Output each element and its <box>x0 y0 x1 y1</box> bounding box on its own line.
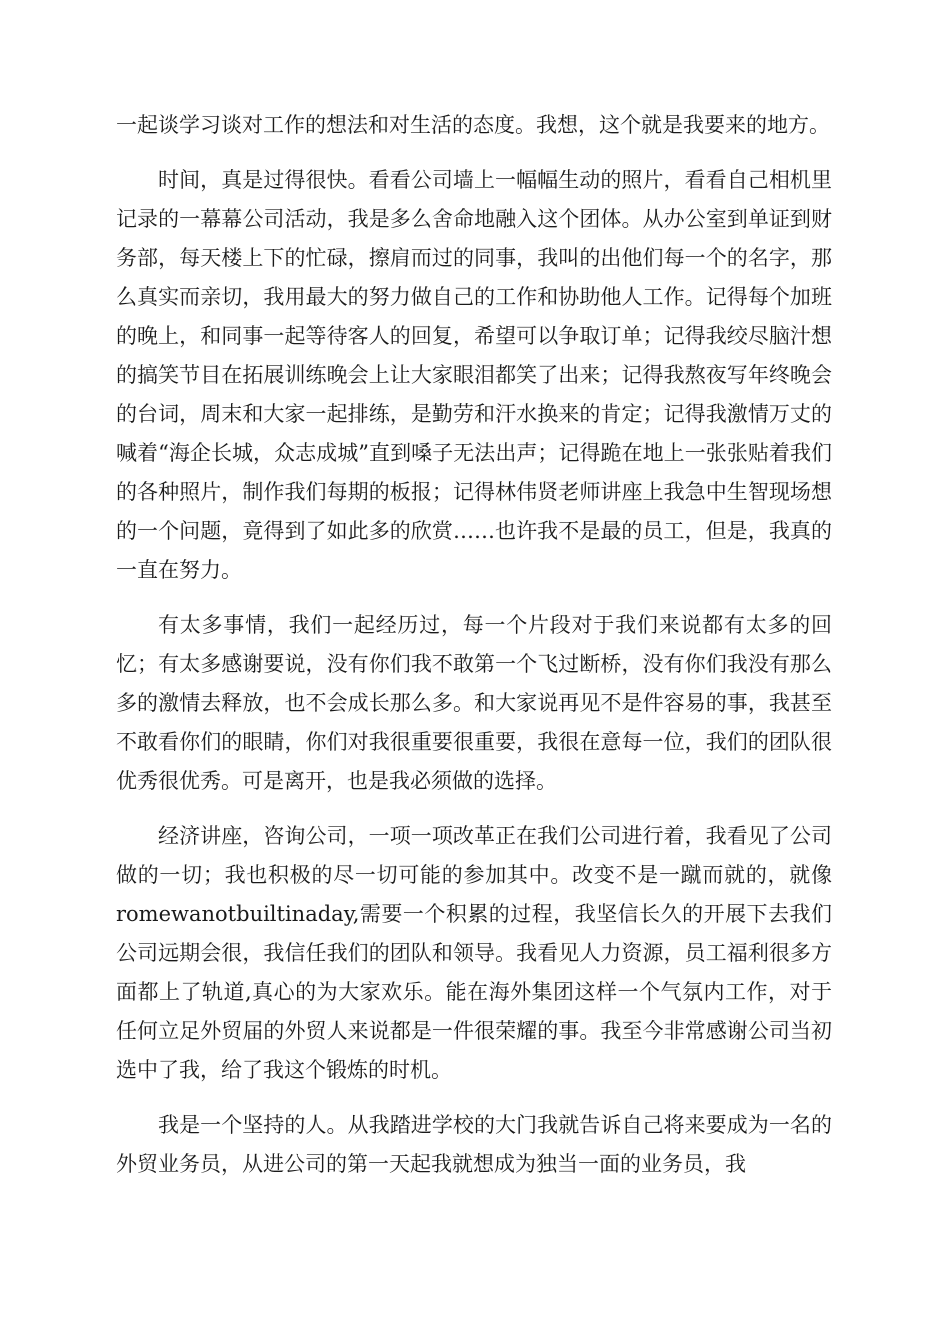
paragraph: 我是一个坚持的人。从我踏进学校的大门我就告诉自己将来要成为一名的外贸业务员，从进公司的第一天起我就想成为独当一面的业务员，我 <box>116 1113 832 1176</box>
paragraph: 时间，真是过得很快。看看公司墙上一幅幅生动的照片，看看自己相机里记录的一幕幕公司活动，我是多么舍命地融入这个团体。从办公室到单证到财务部，每天楼上下的忙碌，擦肩而过的同事，我叫的出他们每一个的名字，那么真实而亲切，我用最大的努力做自己的工作和协助他人工作。记得每个加班的晚上，和同事一起等待客人的回复，希望可以争取订单；记得我绞尽脑汁想的搞笑节目在拓展训练晚会上让大家眼泪都笑了出来；记得我熬夜写年终晚会的台词，周末和大家一起排练，是勤劳和汗水换来的肯定；记得我激情万丈的喊着“海企长城，众志成城”直到嗓子无法出声；记得跪在地上一张张贴着我们的各种照片，制作我们每期的板报；记得林伟贤老师讲座上我急中生智现场想的一个问题，竟得到了如此多的欣赏……也许我不是最的员工，但是，我真的一直在努力。 <box>116 168 832 582</box>
paragraph: 有太多事情，我们一起经历过，每一个片段对于我们来说都有太多的回忆；有太多感谢要说，没有你们我不敢第一个飞过断桥，没有你们我没有那么多的激情去释放，也不会成长那么多。和大家说再见不是件容易的事，我甚至不敢看你们的眼睛，你们对我很重要很重要，我很在意每一位，我们的团队很优秀很优秀。可是离开，也是我必须做的选择。 <box>116 613 832 793</box>
document-body <box>116 106 832 1200</box>
paragraph: 经济讲座，咨询公司，一项一项改革正在我们公司进行着，我看见了公司做的一切；我也积极的尽一切可能的参加其中。改变不是一蹴而就的，就像romewanotbuiltinaday,需要一个积累的过程，我坚信长久的开展下去我们公司远期会很，我信任我们的团队和领导。我看见人力资源，员工福利很多方面都上了轨道,真心的为大家欢乐。能在海外集团这样一个气氛内工作，对于任何立足外贸届的外贸人来说都是一件很荣耀的事。我至今非常感谢公司当初选中了我，给了我这个锻炼的时机。 <box>116 824 832 1082</box>
paragraph-continuation: 一起谈学习谈对工作的想法和对生活的态度。我想，这个就是我要来的地方。 <box>116 113 830 137</box>
